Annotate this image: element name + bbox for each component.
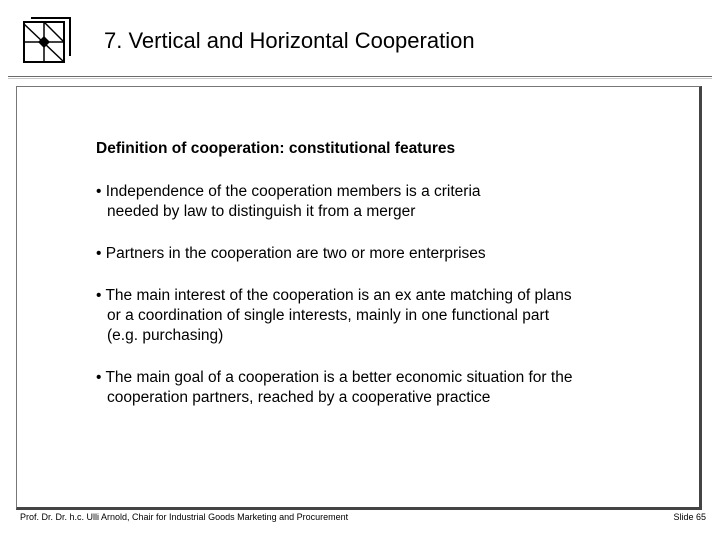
bullet-item [96, 286, 572, 346]
slide-title: 7. Vertical and Horizontal Cooperation [104, 28, 475, 53]
bullet-item [96, 182, 572, 222]
bullet-item [96, 244, 572, 264]
bullet-line: • Independence of the cooperation members is a criteria [96, 183, 481, 200]
bullet-line: cooperation partners, reached by a cooperative practice [107, 389, 491, 406]
section-heading: Definition of cooperation: constitutional features [96, 140, 456, 157]
bullet-item [96, 368, 572, 408]
footer-author: Prof. Dr. Dr. h.c. Ulli Arnold, Chair for Industrial Goods Marketing and Procurement [20, 512, 349, 522]
bullet-line: • The main interest of the cooperation is an ex ante matching of plans [96, 287, 572, 304]
slide-number: Slide 65 [673, 512, 706, 522]
bullet-line: • The main goal of a cooperation is a better economic situation for the [96, 369, 573, 386]
bullet-line: or a coordination of single interests, mainly in one functional part [107, 307, 549, 324]
bullet-list [96, 182, 572, 430]
bullet-line: needed by law to distinguish it from a merger [107, 203, 416, 220]
bullet-line: (e.g. purchasing) [107, 327, 224, 344]
bullet-line: • Partners in the cooperation are two or more enterprises [96, 245, 486, 262]
title-divider-shadow [8, 78, 712, 79]
logo-icon [22, 14, 72, 64]
title-divider [8, 76, 712, 77]
